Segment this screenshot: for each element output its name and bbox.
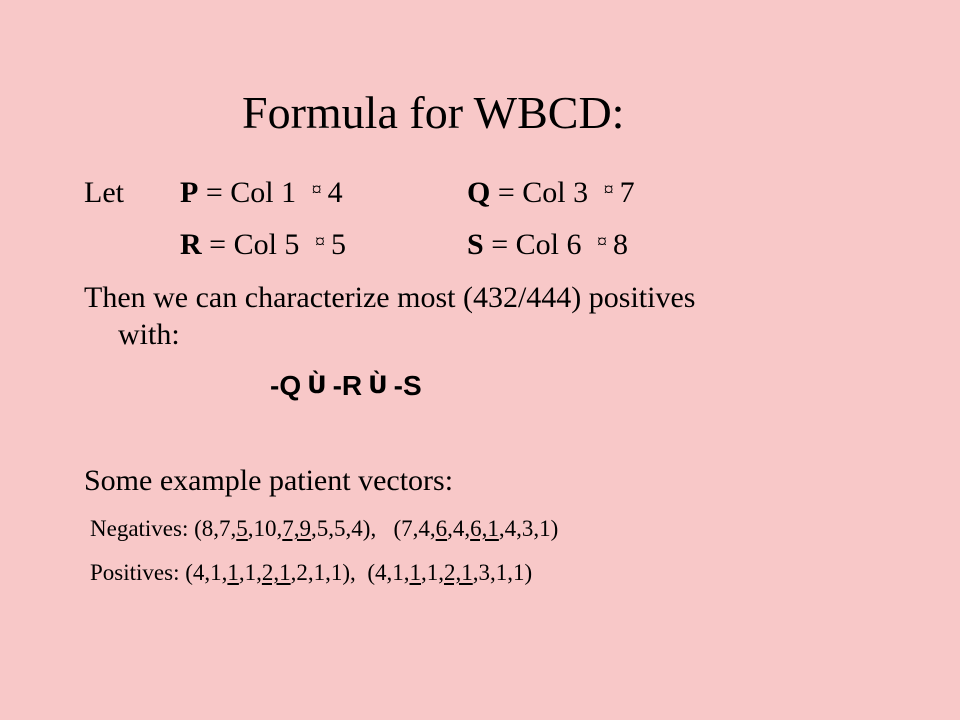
and-symbol: Ù [368, 371, 388, 399]
vector-part: ,2,1,1), [290, 560, 368, 585]
vector-part-underlined: 7,9 [282, 516, 312, 541]
vector-part-underlined: 6 [435, 516, 448, 541]
definition-q-text: = Col 3 [490, 176, 596, 209]
definition-s-value: 8 [612, 228, 628, 261]
negatives-label: Negatives: [90, 516, 195, 541]
characterize-line-2: with: [118, 318, 180, 351]
variable-p: P [180, 176, 199, 209]
positives-line [90, 561, 532, 584]
formula [270, 372, 422, 400]
relation-symbol-p: ¤ [311, 179, 322, 201]
negative-vector-1 [194, 516, 393, 541]
vector-part-underlined: 1 [409, 560, 421, 585]
relation-symbol-s: ¤ [596, 231, 607, 253]
relation-symbol-r: ¤ [314, 231, 325, 253]
vector-part: (4,1, [367, 560, 410, 585]
vector-part-underlined: 1 [227, 560, 239, 585]
variable-s: S [467, 228, 484, 261]
vector-part: (4,1, [185, 560, 228, 585]
definition-r-text: = Col 5 [201, 228, 307, 261]
vector-part: ,1, [238, 560, 262, 585]
formula-term-s: -S [393, 370, 422, 401]
and-symbol: Ù [307, 371, 327, 399]
relation-symbol-q: ¤ [603, 179, 614, 201]
negatives-line [90, 517, 558, 540]
variable-q: Q [467, 176, 491, 209]
let-label: Let [84, 176, 124, 209]
formula-term-r: -R [332, 370, 363, 401]
characterize-line-1: Then we can characterize most (432/444) positives [84, 281, 696, 314]
vector-part: ,4,3,1) [498, 516, 559, 541]
definition-r [180, 230, 346, 260]
vector-part: (8,7, [194, 516, 237, 541]
vector-part: ,5,5,4), [311, 516, 394, 541]
vector-part-underlined: 5 [236, 516, 248, 541]
vector-part: (7,4, [393, 516, 436, 541]
definition-s-text: = Col 6 [483, 228, 589, 261]
variable-r: R [180, 228, 202, 261]
vector-part: ,1, [420, 560, 444, 585]
definition-p-value: 4 [327, 176, 343, 209]
positive-vector-2 [367, 560, 532, 585]
formula-term-q: -Q [270, 370, 302, 401]
vector-part: ,10, [247, 516, 283, 541]
slide-title: Formula for WBCD: [242, 87, 625, 138]
definition-r-value: 5 [330, 228, 346, 261]
positives-label: Positives: [90, 560, 186, 585]
vector-part-underlined: 2,1 [443, 560, 473, 585]
vector-part: ,4, [447, 516, 471, 541]
vector-part: ,3,1,1) [472, 560, 533, 585]
definition-p-text: = Col 1 [198, 176, 304, 209]
definition-q [467, 178, 635, 208]
vector-part-underlined: 6,1 [470, 516, 499, 541]
definition-s [467, 230, 628, 260]
positive-vector-1 [185, 560, 367, 585]
definition-q-value: 7 [619, 176, 635, 209]
vector-part-underlined: 2,1 [261, 560, 291, 585]
examples-heading: Some example patient vectors: [84, 464, 454, 497]
negative-vector-2 [393, 516, 558, 541]
definition-p [180, 178, 343, 208]
